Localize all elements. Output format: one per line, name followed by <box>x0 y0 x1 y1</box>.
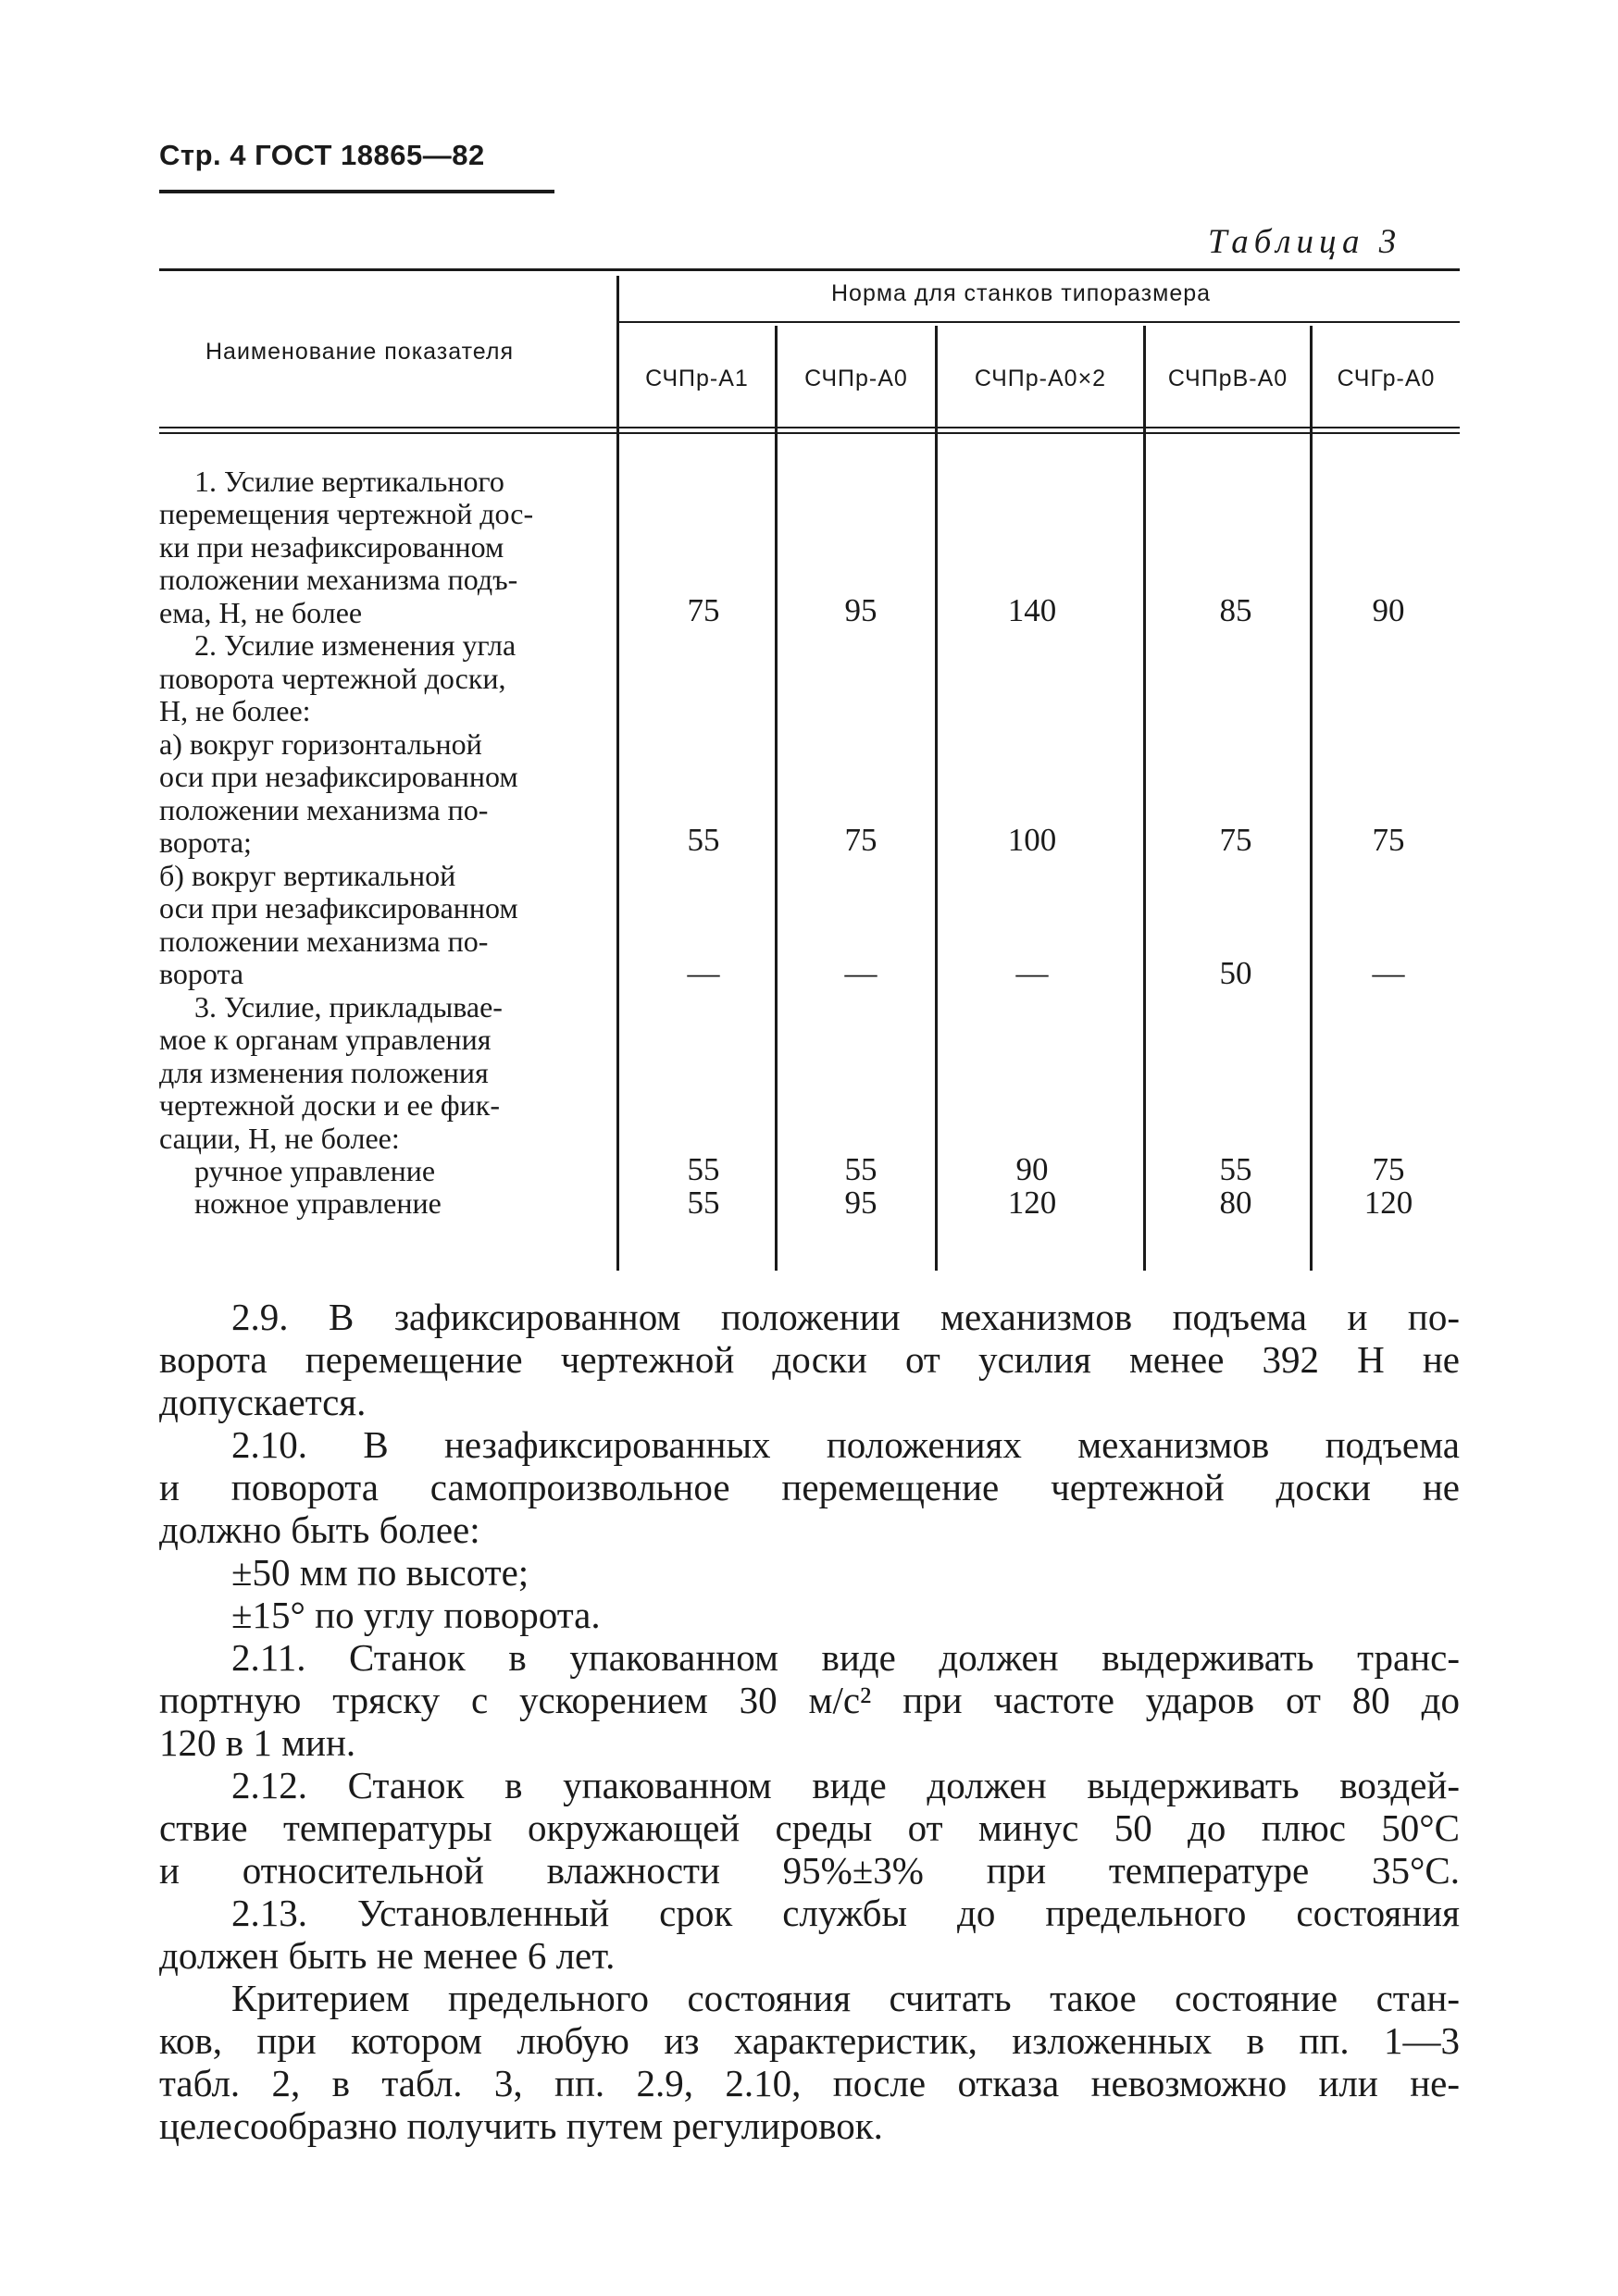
text-line: портную тряску с ускорением 30 м/с² при частоте ударов от 80 до <box>159 1679 1460 1721</box>
text-line: 2.12. Станок в упакованном виде должен выдерживать воздей- <box>231 1764 1460 1806</box>
text-line: Критерием предельного состояния считать такое состояние стан- <box>231 1977 1460 2019</box>
row-name-line: сации, Н, не более: <box>159 1122 400 1155</box>
row-name-line: 3. Усилие, прикладывае- <box>194 990 503 1024</box>
row-name-line: Н, не более: <box>159 694 311 727</box>
row-name-line: ножное управление <box>194 1186 442 1220</box>
text-line: табл. 2, в табл. 3, пп. 2.9, 2.10, после отказа невозможно или не- <box>159 2062 1460 2104</box>
text-line: 2.13. Установленный срок службы до предельного состояния <box>231 1892 1460 1934</box>
table-divider-col4 <box>1310 326 1313 1271</box>
table-cell: 75 <box>1372 1151 1405 1187</box>
table-divider-col3 <box>1143 326 1146 1271</box>
table-cell: 75 <box>1219 822 1252 858</box>
table-cell: 80 <box>1219 1185 1252 1221</box>
table-cell: 140 <box>1007 592 1057 628</box>
row-name-line: мое к органам управления <box>159 1023 492 1056</box>
table-cell: 120 <box>1363 1185 1413 1221</box>
text-line: ков, при котором любую из характеристик, изложенных в пп. 1—3 <box>159 2019 1460 2062</box>
text-line: и поворота самопроизвольное перемещение чертежной доски не <box>159 1466 1460 1508</box>
row-name-line: ворота <box>159 957 244 990</box>
table-cell: 75 <box>844 822 877 858</box>
text-line: 2.10. В незафиксированных положениях механизмов подъема <box>231 1423 1460 1466</box>
table-cell: — <box>687 955 720 991</box>
text-line: допускается. <box>159 1381 367 1423</box>
paragraph-2-12 <box>159 1764 1460 1892</box>
table-cell: — <box>1015 955 1049 991</box>
name-column-header: Наименование показателя <box>205 339 514 365</box>
header-bottom-rule-1 <box>159 427 1460 428</box>
paragraph-2-11 <box>159 1636 1460 1764</box>
row-name-line: 1. Усилие вертикального <box>194 465 504 498</box>
text-line: ствие температуры окружающей среды от минус 50 до плюс 50°С <box>159 1806 1460 1849</box>
table-divider-name <box>616 276 619 1271</box>
text-line: должен быть не менее 6 лет. <box>159 1934 616 1977</box>
row-name-line: чертежной доски и ее фик- <box>159 1088 500 1122</box>
table-cell: 75 <box>687 592 720 628</box>
text-line: ворота перемещение чертежной доски от усилия менее 392 Н не <box>159 1338 1460 1381</box>
table-cell: — <box>844 955 877 991</box>
row-name-line: оси при незафиксированном <box>159 891 518 925</box>
table-cell: 95 <box>844 1185 877 1221</box>
row-name-line: а) вокруг горизонтальной <box>159 727 482 761</box>
table-cell: — <box>1372 955 1405 991</box>
row-name-line: ворота; <box>159 825 252 859</box>
column-header: СЧПрВ-А0 <box>1167 366 1288 391</box>
row-name-line: б) вокруг вертикальной <box>159 859 456 892</box>
column-header: СЧПр-А0 <box>804 366 908 391</box>
table-top-rule <box>159 268 1460 271</box>
row-name-line: оси при незафиксированном <box>159 760 518 793</box>
group-column-header: Норма для станков типоразмера <box>831 280 1212 306</box>
text-line: ±50 мм по высоте; <box>231 1551 529 1594</box>
paragraph-2-10 <box>159 1423 1460 1551</box>
column-header: СЧПр-А1 <box>645 366 749 391</box>
row-name-line: ема, Н, не более <box>159 596 363 629</box>
row-name-line: поворота чертежной доски, <box>159 662 506 695</box>
table-cell: 95 <box>844 592 877 628</box>
paragraph-height-tolerance <box>159 1551 1460 1594</box>
row-name-line: перемещения чертежной дос- <box>159 497 534 530</box>
table-cell: 100 <box>1007 822 1057 858</box>
paragraph-2-9 <box>159 1296 1460 1423</box>
table-divider-col2 <box>935 326 938 1271</box>
table-cell: 90 <box>1372 592 1405 628</box>
table-cell: 90 <box>1015 1151 1049 1187</box>
row-name-line: положении механизма по- <box>159 925 489 958</box>
table-cell: 55 <box>844 1151 877 1187</box>
table-cell: 50 <box>1219 955 1252 991</box>
column-header: СЧПр-А0×2 <box>974 366 1107 391</box>
table-cell: 55 <box>687 822 720 858</box>
paragraph-2-13 <box>159 1892 1460 1977</box>
row-name-line: ручное управление <box>194 1154 436 1187</box>
text-line: ±15° по углу поворота. <box>231 1594 601 1636</box>
row-name-line: положении механизма по- <box>159 793 489 826</box>
paragraph-angle-tolerance <box>159 1594 1460 1636</box>
row-name-line: ки при незафиксированном <box>159 530 504 564</box>
table-cell: 85 <box>1219 592 1252 628</box>
text-line: 120 в 1 мин. <box>159 1721 356 1764</box>
row-name-line: 2. Усилие изменения угла <box>194 628 517 662</box>
table-cell: 55 <box>1219 1151 1252 1187</box>
header-rule <box>159 190 554 193</box>
text-line: 2.11. Станок в упакованном виде должен выдерживать транс- <box>231 1636 1460 1679</box>
column-header: СЧГр-А0 <box>1337 366 1436 391</box>
table-cell: 55 <box>687 1185 720 1221</box>
table-divider-col1 <box>775 326 778 1271</box>
page-header: Стр. 4 ГОСТ 18865—82 <box>159 139 485 171</box>
table-cell: 55 <box>687 1151 720 1187</box>
table-caption: Таблица 3 <box>1208 223 1402 261</box>
text-line: и относительной влажности 95%±3% при температуре 35°С. <box>159 1849 1460 1892</box>
row-name-line: для изменения положения <box>159 1056 489 1089</box>
text-line: должно быть более: <box>159 1508 480 1551</box>
header-bottom-rule-2 <box>159 432 1460 434</box>
row-name-line: положении механизма подъ- <box>159 563 518 596</box>
paragraph-criterion <box>159 1977 1460 2147</box>
group-header-rule <box>616 321 1460 323</box>
text-line: 2.9. В зафиксированном положении механизмов подъема и по- <box>231 1296 1460 1338</box>
table-cell: 75 <box>1372 822 1405 858</box>
text-line: целесообразно получить путем регулировок. <box>159 2104 883 2147</box>
table-cell: 120 <box>1007 1185 1057 1221</box>
